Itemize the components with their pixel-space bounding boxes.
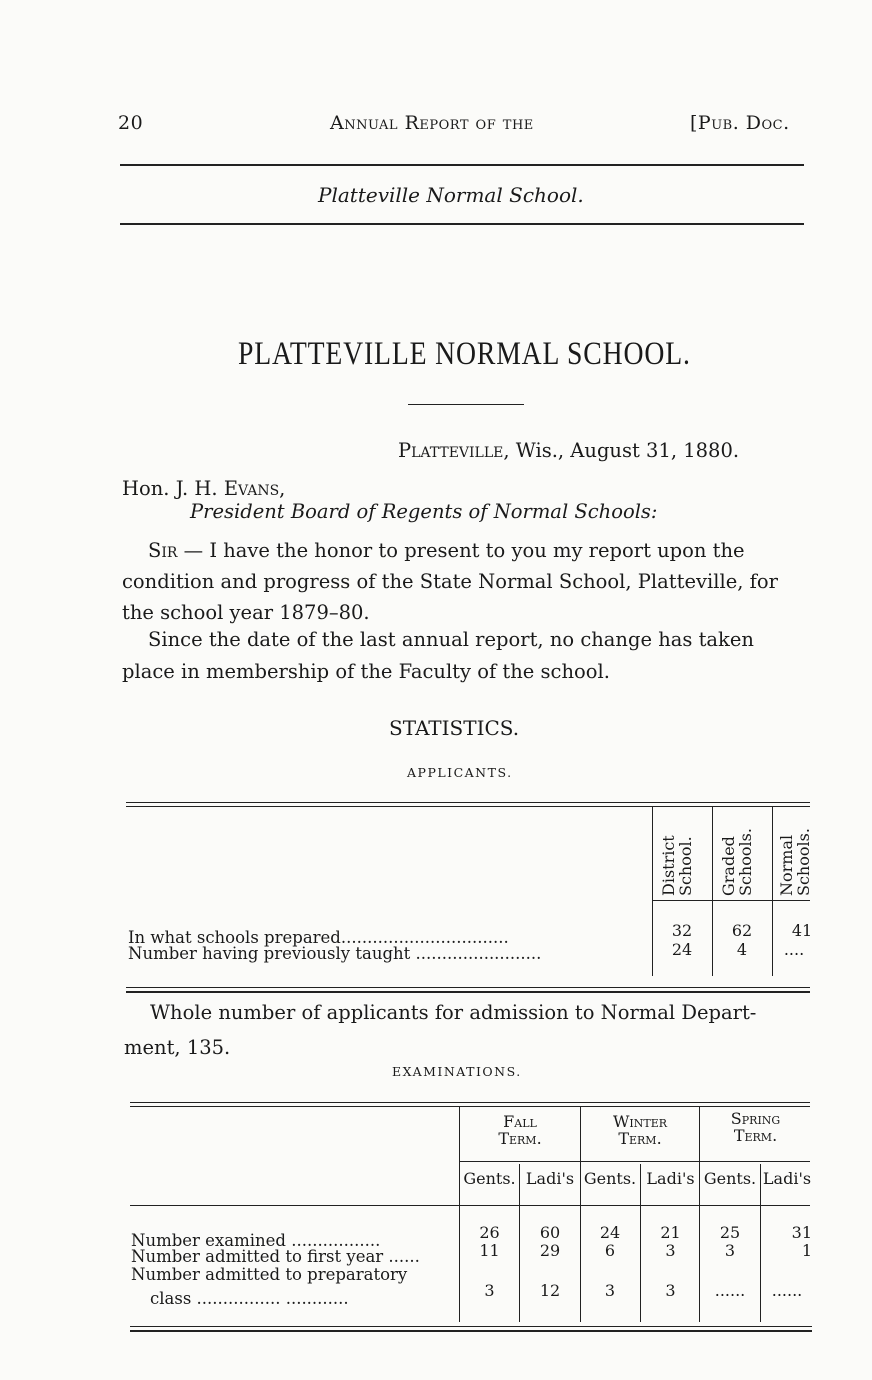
table-cell: 12: [539, 1281, 561, 1300]
header-rule-top: [120, 164, 804, 166]
letter-paragraph-2-line-1: Since the date of the last annual report, no change has taken: [148, 628, 754, 651]
running-title: Annual Report of the: [330, 112, 534, 134]
row-label-admitted-first-year: Number admitted to first year ......: [131, 1247, 420, 1266]
table-cell: 3: [665, 1241, 676, 1260]
addressee-name: Hon. J. H. Evans,: [122, 477, 286, 500]
table-cell: 32: [671, 921, 693, 940]
document-reference: [Pub. Doc.: [690, 112, 790, 134]
table-cell: 41: [791, 921, 813, 940]
addressee-position: President Board of Regents of Normal Schools:: [190, 500, 658, 523]
letter-paragraph-1-line-3: the school year 1879–80.: [122, 601, 370, 624]
subcolumn-header: Ladi's: [525, 1169, 575, 1188]
table-cell: 25: [719, 1223, 741, 1242]
table-cell: 1: [801, 1241, 812, 1260]
column-header-graded-schools: Graded Schools.: [719, 828, 755, 896]
table-cell: 21: [660, 1223, 681, 1242]
dateline: [398, 435, 739, 466]
title-divider: [408, 404, 524, 405]
letter-paragraph-1-line-1: Sir — I have the honor to present to you my report upon the: [148, 539, 745, 562]
row-label-number-examined: Number examined .................: [131, 1231, 381, 1250]
row-label-preparatory-class: class ................ ............: [150, 1289, 349, 1308]
table-cell: ......: [714, 1281, 746, 1300]
dateline-rest: , Wis., August 31, 1880.: [503, 439, 740, 462]
examinations-heading: EXAMINATIONS.: [392, 1064, 522, 1079]
table-cell: 31: [791, 1223, 812, 1242]
table-cell: 24: [671, 940, 693, 959]
table-cell: 4: [736, 940, 748, 959]
statistics-heading: STATISTICS.: [389, 716, 520, 740]
subcolumn-header: Ladi's: [762, 1169, 812, 1188]
term-header-spring: Spring Term.: [730, 1109, 781, 1145]
subcolumn-header: Ladi's: [646, 1169, 695, 1188]
table-cell: 62: [731, 921, 753, 940]
row-label-admitted-preparatory: Number admitted to preparatory: [131, 1265, 408, 1284]
applicants-heading: APPLICANTS.: [407, 765, 513, 780]
row-label-schools-prepared: In what schools prepared................................: [128, 928, 509, 947]
section-subheading: Platteville Normal School.: [318, 183, 584, 207]
term-header-winter: Winter Term.: [612, 1112, 668, 1148]
letter-paragraph-2-line-2: place in membership of the Faculty of the school.: [122, 660, 610, 683]
table-cell: ......: [771, 1281, 803, 1300]
table-cell: 26: [479, 1223, 500, 1242]
table-cell: 3: [604, 1281, 616, 1300]
subcolumn-header: Gents.: [463, 1169, 516, 1188]
table-cell: 3: [484, 1281, 495, 1300]
whole-number-line-2: ment, 135.: [124, 1036, 231, 1059]
table-cell: ....: [783, 940, 805, 959]
table-cell: 11: [479, 1241, 500, 1260]
row-label-previously-taught: Number having previously taught ........................: [128, 944, 542, 963]
table-cell: 3: [665, 1281, 676, 1300]
table-cell: 60: [539, 1223, 561, 1242]
header-rule-bottom: [120, 223, 804, 225]
whole-number-line-1: Whole number of applicants for admission to Normal Depart-: [150, 1001, 757, 1024]
table-cell: 3: [724, 1241, 736, 1260]
subcolumn-header: Gents.: [703, 1169, 757, 1188]
term-header-fall: Fall Term.: [498, 1112, 542, 1148]
table-cell: 6: [604, 1241, 616, 1260]
table-cell: 24: [599, 1223, 621, 1242]
column-header-normal-schools: Normal Schools.: [777, 828, 813, 896]
dateline-place: Platteville: [398, 439, 504, 462]
page-number: 20: [118, 112, 144, 134]
letter-paragraph-1-line-2: condition and progress of the State Normal School, Platteville, for: [122, 570, 778, 593]
table-cell: 29: [539, 1241, 561, 1260]
subcolumn-header: Gents.: [583, 1169, 637, 1188]
page-title: PLATTEVILLE NORMAL SCHOOL.: [238, 336, 691, 372]
column-header-district-school: District School.: [659, 835, 695, 896]
